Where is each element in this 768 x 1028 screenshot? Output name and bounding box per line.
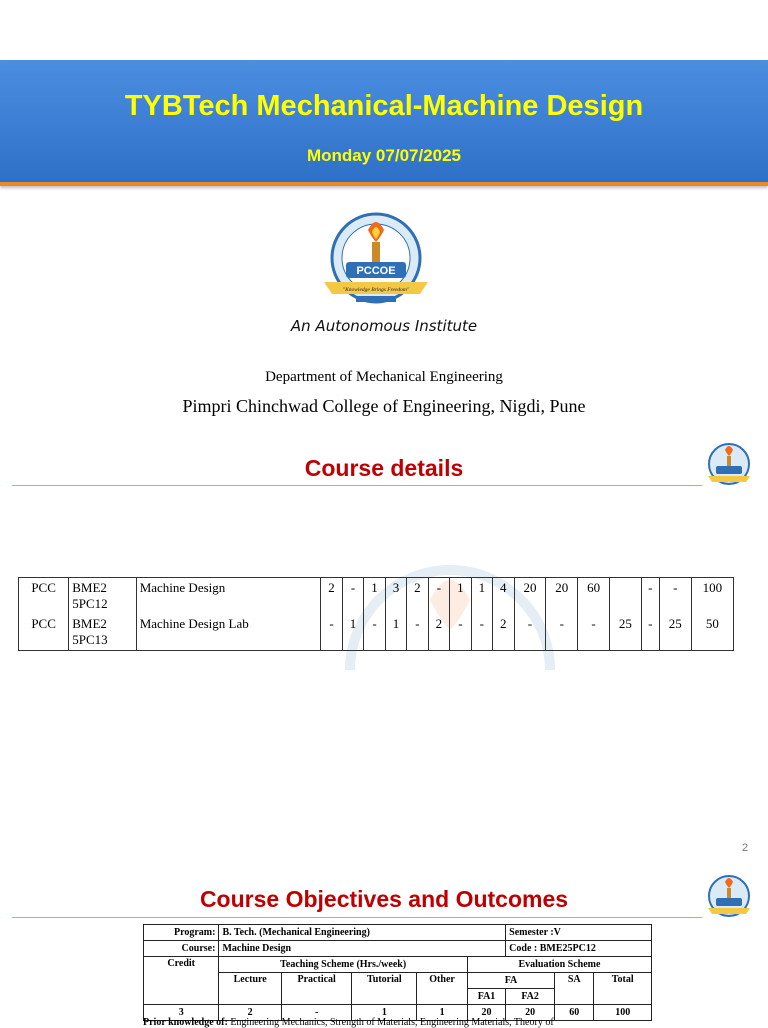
course-code: Code : BME25PC12 [506,941,652,957]
table-cell: 25 [659,614,691,651]
pccoe-logo-small [704,874,754,920]
autonomous-tagline: An Autonomous Institute [290,317,478,335]
section-divider [12,917,702,918]
table-cell: 20 [546,578,578,615]
objectives-title: Course Objectives and Outcomes [199,886,569,912]
table-cell: - [428,578,449,615]
table-cell: 20 [506,1005,555,1021]
table-cell: 1 [385,614,406,651]
table-cell: 4 [493,578,514,615]
table-cell: - [407,614,428,651]
table-cell: 1 [450,578,471,615]
table-cell [609,578,641,615]
table-cell: PCC [19,578,69,615]
table-cell: Machine Design [136,578,321,615]
table-cell: Machine Design Lab [136,614,321,651]
table-cell: 1 [417,1005,468,1021]
table-cell: 20 [514,578,546,615]
lecture-header: Lecture [219,973,281,1005]
logo-motto: "Knowledge Brings Freedom" [342,287,410,293]
table-cell: 25 [609,614,641,651]
table-row [144,957,652,973]
table-cell: 2 [407,578,428,615]
practical-header: Practical [281,973,352,1005]
course-scheme-table [143,924,652,1021]
department-name: Department of Mechanical Engineering [265,369,503,385]
page-title: TYBTech Mechanical-Machine Design [124,90,644,122]
table-cell: - [450,614,471,651]
sa-header: SA [555,973,594,1005]
evaluation-scheme-header: Evaluation Scheme [467,957,651,973]
table-cell: 2 [219,1005,281,1021]
table-cell: - [364,614,385,651]
table-cell: 60 [555,1005,594,1021]
college-name: Pimpri Chinchwad College of Engineering, Nigdi, Pune [182,396,586,416]
table-cell: 1 [364,578,385,615]
table-cell: - [321,614,342,651]
table-row [19,614,734,651]
table-cell: - [641,578,659,615]
semester-value: Semester :V [506,925,652,941]
course-details-title: Course details [304,455,464,481]
table-cell: - [471,614,492,651]
table-row [144,973,652,989]
table-cell: - [342,578,363,615]
fa-header: FA [467,973,554,989]
logo-text: PCCOE [356,265,396,277]
table-cell: - [659,578,691,615]
page-number: 2 [742,842,749,854]
credit-label: Credit [144,957,219,1005]
table-cell: - [578,614,610,651]
table-row [144,941,652,957]
tutorial-header: Tutorial [352,973,417,1005]
pccoe-logo-small [704,442,754,488]
table-cell: 3 [144,1005,219,1021]
lecture-date: Monday 07/07/2025 [306,146,462,165]
title-banner [0,60,768,186]
table-cell: 3 [385,578,406,615]
course-label: Course: [144,941,219,957]
table-cell: - [546,614,578,651]
prior-knowledge [143,1017,663,1028]
course-details-table [18,577,734,651]
table-cell: 1 [471,578,492,615]
other-header: Other [417,973,468,1005]
prior-knowledge-text: Engineering Mechanics, Strength of Materials, Engineering Materials, Theory of [227,1017,554,1028]
program-value: B. Tech. (Mechanical Engineering) [219,925,506,941]
table-cell: 2 [428,614,449,651]
section-divider [12,485,702,486]
prior-knowledge-label: Prior knowledge of: [143,1017,228,1028]
table-cell: 100 [691,578,733,615]
fa1-header: FA1 [467,989,505,1005]
table-row [144,925,652,941]
table-row [19,578,734,615]
table-cell: 2 [321,578,342,615]
table-cell: - [641,614,659,651]
program-label: Program: [144,925,219,941]
table-cell: - [281,1005,352,1021]
course-value: Machine Design [219,941,506,957]
table-cell: 100 [594,1005,652,1021]
teaching-scheme-header: Teaching Scheme (Hrs./week) [219,957,467,973]
fa2-header: FA2 [506,989,555,1005]
table-cell: BME2 5PC12 [69,578,136,615]
table-cell: PCC [19,614,69,651]
table-cell: BME2 5PC13 [69,614,136,651]
table-cell: 50 [691,614,733,651]
table-cell: 60 [578,578,610,615]
table-cell: 1 [342,614,363,651]
pccoe-logo [316,212,436,312]
table-cell: 2 [493,614,514,651]
total-header: Total [594,973,652,1005]
table-cell: 20 [467,1005,505,1021]
table-cell: - [514,614,546,651]
table-cell: 1 [352,1005,417,1021]
